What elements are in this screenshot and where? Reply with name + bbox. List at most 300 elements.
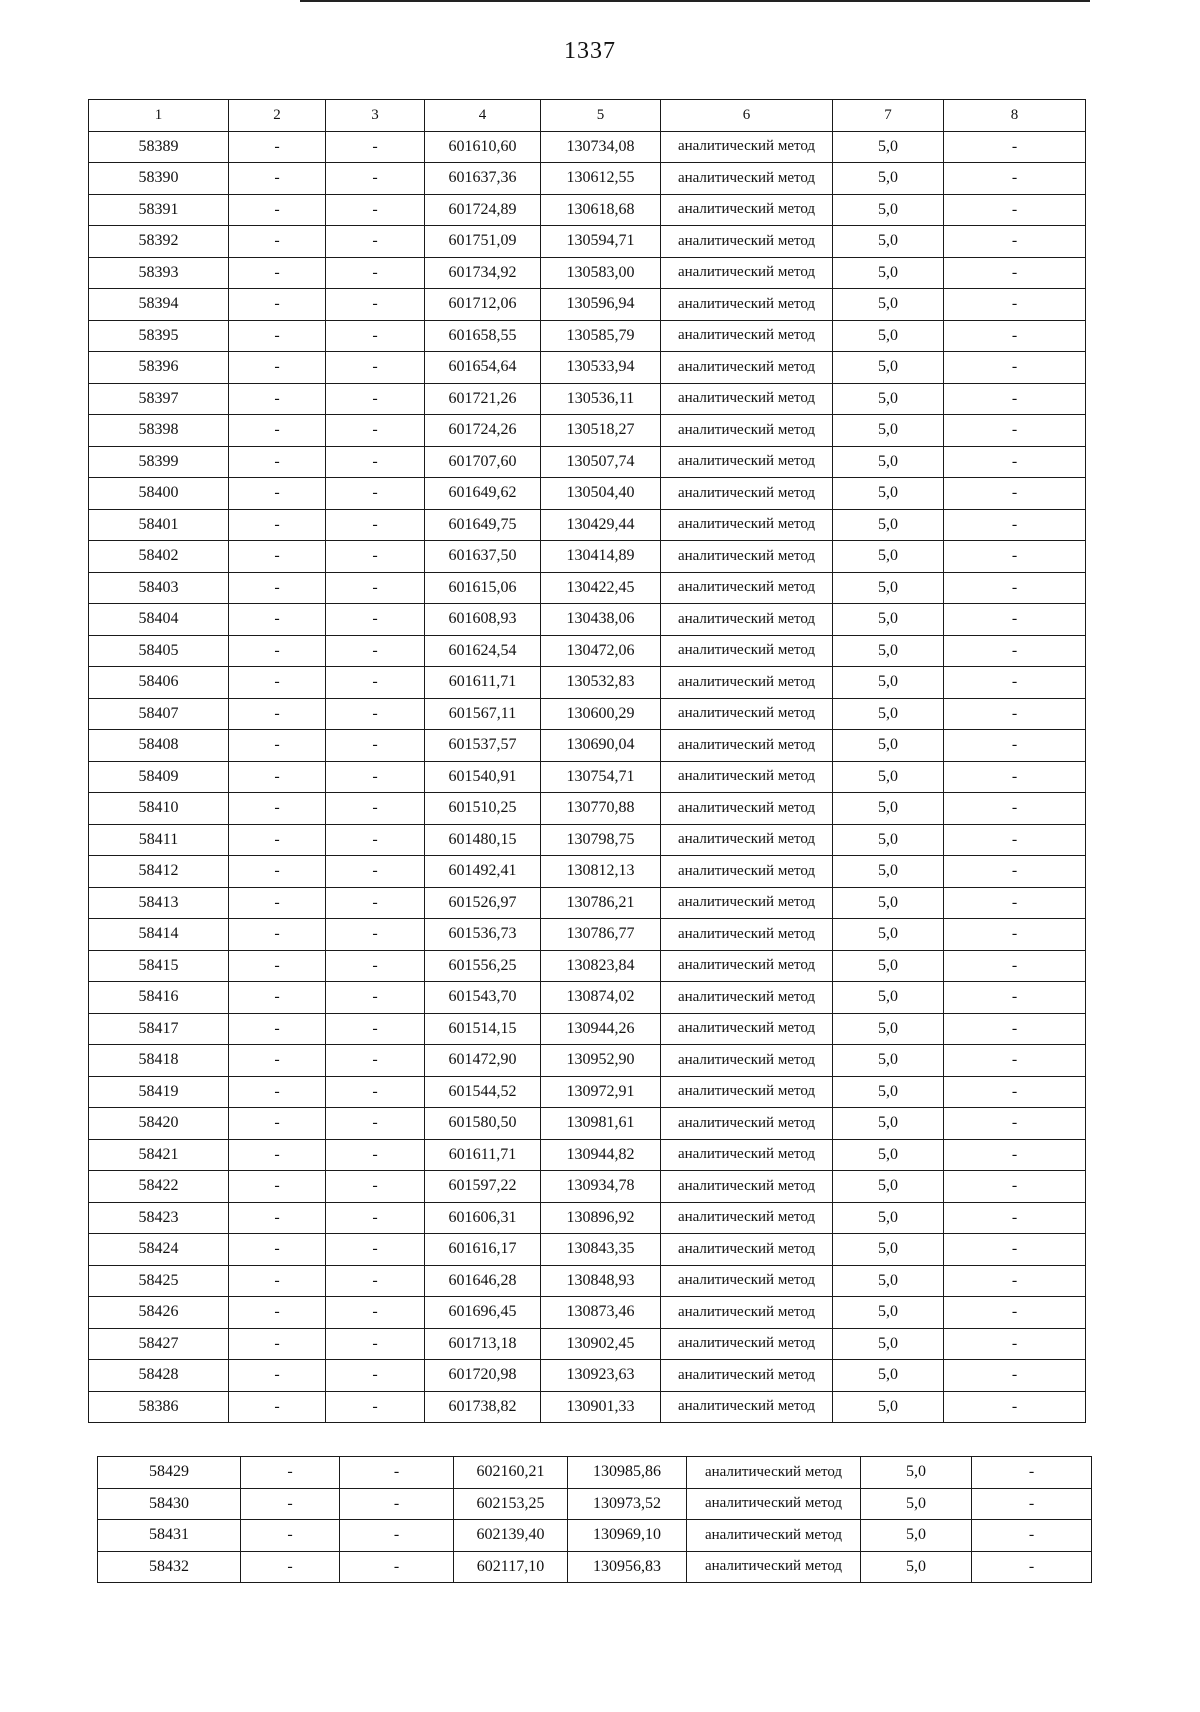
method-cell: аналитический метод <box>661 856 833 888</box>
coord-y-cell: 130438,06 <box>541 604 661 636</box>
col3-cell: - <box>326 352 425 384</box>
coord-x-cell: 601720,98 <box>425 1360 541 1392</box>
col2-cell: - <box>229 793 326 825</box>
table-row <box>89 1202 1086 1234</box>
method-cell: аналитический метод <box>687 1488 861 1520</box>
coord-y-cell: 130873,46 <box>541 1297 661 1329</box>
col8-cell: - <box>944 1045 1086 1077</box>
table-row <box>89 1013 1086 1045</box>
point-number-cell: 58416 <box>89 982 229 1014</box>
col2-cell: - <box>229 698 326 730</box>
col8-cell: - <box>944 919 1086 951</box>
col2-cell: - <box>229 289 326 321</box>
method-cell: аналитический метод <box>661 982 833 1014</box>
point-number-cell: 58423 <box>89 1202 229 1234</box>
col8-cell: - <box>944 604 1086 636</box>
coord-x-cell: 601713,18 <box>425 1328 541 1360</box>
col8-cell: - <box>944 1076 1086 1108</box>
point-number-cell: 58410 <box>89 793 229 825</box>
col2-cell: - <box>241 1488 340 1520</box>
col2-cell: - <box>229 856 326 888</box>
col3-cell: - <box>326 194 425 226</box>
coord-y-cell: 130972,91 <box>541 1076 661 1108</box>
col8-cell: - <box>944 131 1086 163</box>
table-row <box>89 698 1086 730</box>
method-cell: аналитический метод <box>661 1076 833 1108</box>
point-number-cell: 58428 <box>89 1360 229 1392</box>
point-number-cell: 58430 <box>98 1488 241 1520</box>
col3-cell: - <box>326 163 425 195</box>
table-row <box>89 289 1086 321</box>
method-cell: аналитический метод <box>661 446 833 478</box>
coord-y-cell: 130902,45 <box>541 1328 661 1360</box>
col3-cell: - <box>340 1551 454 1583</box>
method-cell: аналитический метод <box>661 793 833 825</box>
coord-x-cell: 601738,82 <box>425 1391 541 1423</box>
method-cell: аналитический метод <box>661 1108 833 1140</box>
point-number-cell: 58418 <box>89 1045 229 1077</box>
col3-cell: - <box>326 1360 425 1392</box>
table-row <box>89 572 1086 604</box>
method-cell: аналитический метод <box>661 1360 833 1392</box>
point-number-cell: 58424 <box>89 1234 229 1266</box>
col3-cell: - <box>326 730 425 762</box>
table-row <box>89 856 1086 888</box>
col2-cell: - <box>229 982 326 1014</box>
coord-y-cell: 130786,77 <box>541 919 661 951</box>
col8-cell: - <box>944 320 1086 352</box>
coord-y-cell: 130934,78 <box>541 1171 661 1203</box>
col2-cell: - <box>229 667 326 699</box>
col2-cell: - <box>229 352 326 384</box>
table-row <box>98 1457 1092 1489</box>
table-row <box>89 1328 1086 1360</box>
coord-y-cell: 130518,27 <box>541 415 661 447</box>
coord-x-cell: 601567,11 <box>425 698 541 730</box>
coord-x-cell: 601537,57 <box>425 730 541 762</box>
col8-cell: - <box>944 1265 1086 1297</box>
coord-x-cell: 601526,97 <box>425 887 541 919</box>
coord-x-cell: 601611,71 <box>425 667 541 699</box>
coord-x-cell: 601696,45 <box>425 1297 541 1329</box>
point-number-cell: 58404 <box>89 604 229 636</box>
point-number-cell: 58392 <box>89 226 229 258</box>
table-row <box>89 1139 1086 1171</box>
method-cell: аналитический метод <box>661 194 833 226</box>
col2-cell: - <box>229 226 326 258</box>
accuracy-cell: 5,0 <box>833 1297 944 1329</box>
header-cell: 3 <box>326 100 425 132</box>
coord-y-cell: 130923,63 <box>541 1360 661 1392</box>
col3-cell: - <box>326 635 425 667</box>
col8-cell: - <box>944 824 1086 856</box>
col2-cell: - <box>229 194 326 226</box>
col8-cell: - <box>944 415 1086 447</box>
header-cell: 5 <box>541 100 661 132</box>
method-cell: аналитический метод <box>661 761 833 793</box>
col8-cell: - <box>944 730 1086 762</box>
col8-cell: - <box>944 1297 1086 1329</box>
table-row <box>89 919 1086 951</box>
accuracy-cell: 5,0 <box>861 1457 972 1489</box>
col2-cell: - <box>229 1360 326 1392</box>
table-row <box>98 1551 1092 1583</box>
col2-cell: - <box>229 1328 326 1360</box>
point-number-cell: 58425 <box>89 1265 229 1297</box>
accuracy-cell: 5,0 <box>833 982 944 1014</box>
method-cell: аналитический метод <box>661 1328 833 1360</box>
coord-y-cell: 130585,79 <box>541 320 661 352</box>
table-row <box>89 1234 1086 1266</box>
col2-cell: - <box>229 761 326 793</box>
method-cell: аналитический метод <box>661 320 833 352</box>
method-cell: аналитический метод <box>661 415 833 447</box>
method-cell: аналитический метод <box>661 1234 833 1266</box>
coord-x-cell: 601624,54 <box>425 635 541 667</box>
coord-y-cell: 130532,83 <box>541 667 661 699</box>
coord-y-cell: 130786,21 <box>541 887 661 919</box>
accuracy-cell: 5,0 <box>833 887 944 919</box>
accuracy-cell: 5,0 <box>861 1520 972 1552</box>
coord-x-cell: 601543,70 <box>425 982 541 1014</box>
coord-y-cell: 130874,02 <box>541 982 661 1014</box>
coord-x-cell: 601492,41 <box>425 856 541 888</box>
coord-y-cell: 130944,82 <box>541 1139 661 1171</box>
coord-y-cell: 130823,84 <box>541 950 661 982</box>
top-rule <box>300 0 1090 2</box>
method-cell: аналитический метод <box>661 730 833 762</box>
coord-x-cell: 601580,50 <box>425 1108 541 1140</box>
method-cell: аналитический метод <box>661 541 833 573</box>
coord-x-cell: 601724,26 <box>425 415 541 447</box>
table-row <box>89 1297 1086 1329</box>
col2-cell: - <box>229 1108 326 1140</box>
col2-cell: - <box>229 446 326 478</box>
coord-y-cell: 130429,44 <box>541 509 661 541</box>
coord-x-cell: 601540,91 <box>425 761 541 793</box>
coord-y-cell: 130952,90 <box>541 1045 661 1077</box>
method-cell: аналитический метод <box>687 1457 861 1489</box>
point-number-cell: 58399 <box>89 446 229 478</box>
point-number-cell: 58419 <box>89 1076 229 1108</box>
coord-y-cell: 130594,71 <box>541 226 661 258</box>
coord-y-cell: 130896,92 <box>541 1202 661 1234</box>
col2-cell: - <box>229 635 326 667</box>
point-number-cell: 58407 <box>89 698 229 730</box>
table-row <box>89 226 1086 258</box>
accuracy-cell: 5,0 <box>833 415 944 447</box>
coord-y-cell: 130969,10 <box>568 1520 687 1552</box>
point-number-cell: 58411 <box>89 824 229 856</box>
point-number-cell: 58391 <box>89 194 229 226</box>
method-cell: аналитический метод <box>661 289 833 321</box>
col3-cell: - <box>326 1391 425 1423</box>
accuracy-cell: 5,0 <box>833 446 944 478</box>
table-row <box>89 1045 1086 1077</box>
accuracy-cell: 5,0 <box>833 478 944 510</box>
col3-cell: - <box>326 1139 425 1171</box>
method-cell: аналитический метод <box>661 604 833 636</box>
table-row <box>89 163 1086 195</box>
accuracy-cell: 5,0 <box>833 698 944 730</box>
coord-y-cell: 130956,83 <box>568 1551 687 1583</box>
coord-x-cell: 601637,50 <box>425 541 541 573</box>
col2-cell: - <box>229 887 326 919</box>
col2-cell: - <box>229 541 326 573</box>
col3-cell: - <box>326 887 425 919</box>
accuracy-cell: 5,0 <box>833 131 944 163</box>
method-cell: аналитический метод <box>661 698 833 730</box>
col3-cell: - <box>326 541 425 573</box>
col8-cell: - <box>944 1234 1086 1266</box>
col3-cell: - <box>326 1202 425 1234</box>
accuracy-cell: 5,0 <box>833 1234 944 1266</box>
col2-cell: - <box>229 824 326 856</box>
accuracy-cell: 5,0 <box>833 320 944 352</box>
method-cell: аналитический метод <box>687 1520 861 1552</box>
col2-cell: - <box>229 1202 326 1234</box>
point-number-cell: 58393 <box>89 257 229 289</box>
point-number-cell: 58401 <box>89 509 229 541</box>
coord-y-cell: 130843,35 <box>541 1234 661 1266</box>
coord-x-cell: 601480,15 <box>425 824 541 856</box>
accuracy-cell: 5,0 <box>833 793 944 825</box>
point-number-cell: 58429 <box>98 1457 241 1489</box>
col8-cell: - <box>944 1013 1086 1045</box>
col3-cell: - <box>326 982 425 1014</box>
coord-x-cell: 601606,31 <box>425 1202 541 1234</box>
accuracy-cell: 5,0 <box>833 1139 944 1171</box>
accuracy-cell: 5,0 <box>833 257 944 289</box>
point-number-cell: 58402 <box>89 541 229 573</box>
col2-cell: - <box>229 478 326 510</box>
coord-x-cell: 601597,22 <box>425 1171 541 1203</box>
point-number-cell: 58398 <box>89 415 229 447</box>
coord-x-cell: 601510,25 <box>425 793 541 825</box>
accuracy-cell: 5,0 <box>833 509 944 541</box>
col3-cell: - <box>326 415 425 447</box>
method-cell: аналитический метод <box>661 1171 833 1203</box>
method-cell: аналитический метод <box>661 1265 833 1297</box>
col3-cell: - <box>326 856 425 888</box>
accuracy-cell: 5,0 <box>833 761 944 793</box>
point-number-cell: 58405 <box>89 635 229 667</box>
col8-cell: - <box>944 1108 1086 1140</box>
col8-cell: - <box>944 1328 1086 1360</box>
col2-cell: - <box>229 131 326 163</box>
coord-y-cell: 130734,08 <box>541 131 661 163</box>
col3-cell: - <box>326 1013 425 1045</box>
coord-y-cell: 130985,86 <box>568 1457 687 1489</box>
table-row <box>89 541 1086 573</box>
accuracy-cell: 5,0 <box>833 1171 944 1203</box>
col3-cell: - <box>326 1328 425 1360</box>
table-row <box>89 1076 1086 1108</box>
point-number-cell: 58386 <box>89 1391 229 1423</box>
point-number-cell: 58396 <box>89 352 229 384</box>
col3-cell: - <box>326 698 425 730</box>
accuracy-cell: 5,0 <box>833 163 944 195</box>
table-row <box>89 761 1086 793</box>
coord-x-cell: 601654,64 <box>425 352 541 384</box>
point-number-cell: 58413 <box>89 887 229 919</box>
col2-cell: - <box>229 950 326 982</box>
col2-cell: - <box>229 1391 326 1423</box>
table-header-row <box>89 100 1086 132</box>
coord-y-cell: 130944,26 <box>541 1013 661 1045</box>
table-row <box>89 1360 1086 1392</box>
coordinates-table-continued <box>97 1456 1092 1583</box>
table-row <box>89 667 1086 699</box>
col3-cell: - <box>326 1171 425 1203</box>
accuracy-cell: 5,0 <box>833 1013 944 1045</box>
col3-cell: - <box>326 1265 425 1297</box>
table-row <box>89 793 1086 825</box>
col8-cell: - <box>972 1520 1092 1552</box>
coord-x-cell: 601608,93 <box>425 604 541 636</box>
col3-cell: - <box>340 1520 454 1552</box>
col8-cell: - <box>944 1391 1086 1423</box>
col2-cell: - <box>229 572 326 604</box>
col3-cell: - <box>326 131 425 163</box>
col3-cell: - <box>326 919 425 951</box>
method-cell: аналитический метод <box>661 478 833 510</box>
coord-y-cell: 130901,33 <box>541 1391 661 1423</box>
method-cell: аналитический метод <box>661 824 833 856</box>
coord-x-cell: 602160,21 <box>454 1457 568 1489</box>
col8-cell: - <box>944 1171 1086 1203</box>
col3-cell: - <box>326 383 425 415</box>
col3-cell: - <box>326 226 425 258</box>
col8-cell: - <box>944 194 1086 226</box>
accuracy-cell: 5,0 <box>833 226 944 258</box>
accuracy-cell: 5,0 <box>833 730 944 762</box>
coord-y-cell: 130981,61 <box>541 1108 661 1140</box>
point-number-cell: 58390 <box>89 163 229 195</box>
col3-cell: - <box>326 824 425 856</box>
col8-cell: - <box>944 635 1086 667</box>
coord-y-cell: 130536,11 <box>541 383 661 415</box>
method-cell: аналитический метод <box>661 1045 833 1077</box>
col3-cell: - <box>326 950 425 982</box>
method-cell: аналитический метод <box>661 257 833 289</box>
accuracy-cell: 5,0 <box>833 572 944 604</box>
col8-cell: - <box>944 163 1086 195</box>
table-row <box>98 1520 1092 1552</box>
col8-cell: - <box>944 698 1086 730</box>
header-cell: 6 <box>661 100 833 132</box>
col2-cell: - <box>229 604 326 636</box>
col3-cell: - <box>340 1488 454 1520</box>
col8-cell: - <box>944 950 1086 982</box>
table-row <box>89 415 1086 447</box>
col3-cell: - <box>326 1108 425 1140</box>
point-number-cell: 58408 <box>89 730 229 762</box>
coord-x-cell: 601734,92 <box>425 257 541 289</box>
coord-y-cell: 130507,74 <box>541 446 661 478</box>
coord-y-cell: 130422,45 <box>541 572 661 604</box>
coord-y-cell: 130600,29 <box>541 698 661 730</box>
header-cell: 7 <box>833 100 944 132</box>
coord-x-cell: 601536,73 <box>425 919 541 951</box>
table-row <box>89 982 1086 1014</box>
coord-x-cell: 602153,25 <box>454 1488 568 1520</box>
point-number-cell: 58422 <box>89 1171 229 1203</box>
table-row <box>89 1108 1086 1140</box>
header-cell: 8 <box>944 100 1086 132</box>
col8-cell: - <box>944 856 1086 888</box>
accuracy-cell: 5,0 <box>833 950 944 982</box>
table-row <box>89 1391 1086 1423</box>
col3-cell: - <box>326 1234 425 1266</box>
col3-cell: - <box>326 604 425 636</box>
coord-y-cell: 130612,55 <box>541 163 661 195</box>
point-number-cell: 58421 <box>89 1139 229 1171</box>
method-cell: аналитический метод <box>661 887 833 919</box>
col2-cell: - <box>229 1076 326 1108</box>
method-cell: аналитический метод <box>661 919 833 951</box>
coord-x-cell: 601646,28 <box>425 1265 541 1297</box>
coord-y-cell: 130798,75 <box>541 824 661 856</box>
accuracy-cell: 5,0 <box>833 824 944 856</box>
point-number-cell: 58397 <box>89 383 229 415</box>
coord-x-cell: 601615,06 <box>425 572 541 604</box>
col8-cell: - <box>944 446 1086 478</box>
coord-y-cell: 130472,06 <box>541 635 661 667</box>
accuracy-cell: 5,0 <box>833 1108 944 1140</box>
coord-y-cell: 130770,88 <box>541 793 661 825</box>
col8-cell: - <box>972 1488 1092 1520</box>
method-cell: аналитический метод <box>661 509 833 541</box>
coord-y-cell: 130596,94 <box>541 289 661 321</box>
accuracy-cell: 5,0 <box>833 1360 944 1392</box>
method-cell: аналитический метод <box>661 635 833 667</box>
coord-x-cell: 601514,15 <box>425 1013 541 1045</box>
table-row <box>89 887 1086 919</box>
accuracy-cell: 5,0 <box>833 1076 944 1108</box>
coord-x-cell: 601712,06 <box>425 289 541 321</box>
header-cell: 2 <box>229 100 326 132</box>
method-cell: аналитический метод <box>661 131 833 163</box>
table-row <box>89 383 1086 415</box>
coord-x-cell: 601637,36 <box>425 163 541 195</box>
point-number-cell: 58400 <box>89 478 229 510</box>
col2-cell: - <box>229 383 326 415</box>
method-cell: аналитический метод <box>661 950 833 982</box>
table-row <box>89 509 1086 541</box>
coord-x-cell: 601649,62 <box>425 478 541 510</box>
col2-cell: - <box>229 257 326 289</box>
col2-cell: - <box>229 1265 326 1297</box>
col2-cell: - <box>241 1457 340 1489</box>
coord-x-cell: 601616,17 <box>425 1234 541 1266</box>
table-row <box>89 478 1086 510</box>
accuracy-cell: 5,0 <box>833 1202 944 1234</box>
col3-cell: - <box>326 761 425 793</box>
coord-x-cell: 601658,55 <box>425 320 541 352</box>
table-row <box>98 1488 1092 1520</box>
accuracy-cell: 5,0 <box>833 919 944 951</box>
coord-x-cell: 601611,71 <box>425 1139 541 1171</box>
table-row <box>89 950 1086 982</box>
table-row <box>89 635 1086 667</box>
col8-cell: - <box>944 541 1086 573</box>
method-cell: аналитический метод <box>661 163 833 195</box>
accuracy-cell: 5,0 <box>833 383 944 415</box>
method-cell: аналитический метод <box>661 1391 833 1423</box>
col2-cell: - <box>229 730 326 762</box>
point-number-cell: 58389 <box>89 131 229 163</box>
